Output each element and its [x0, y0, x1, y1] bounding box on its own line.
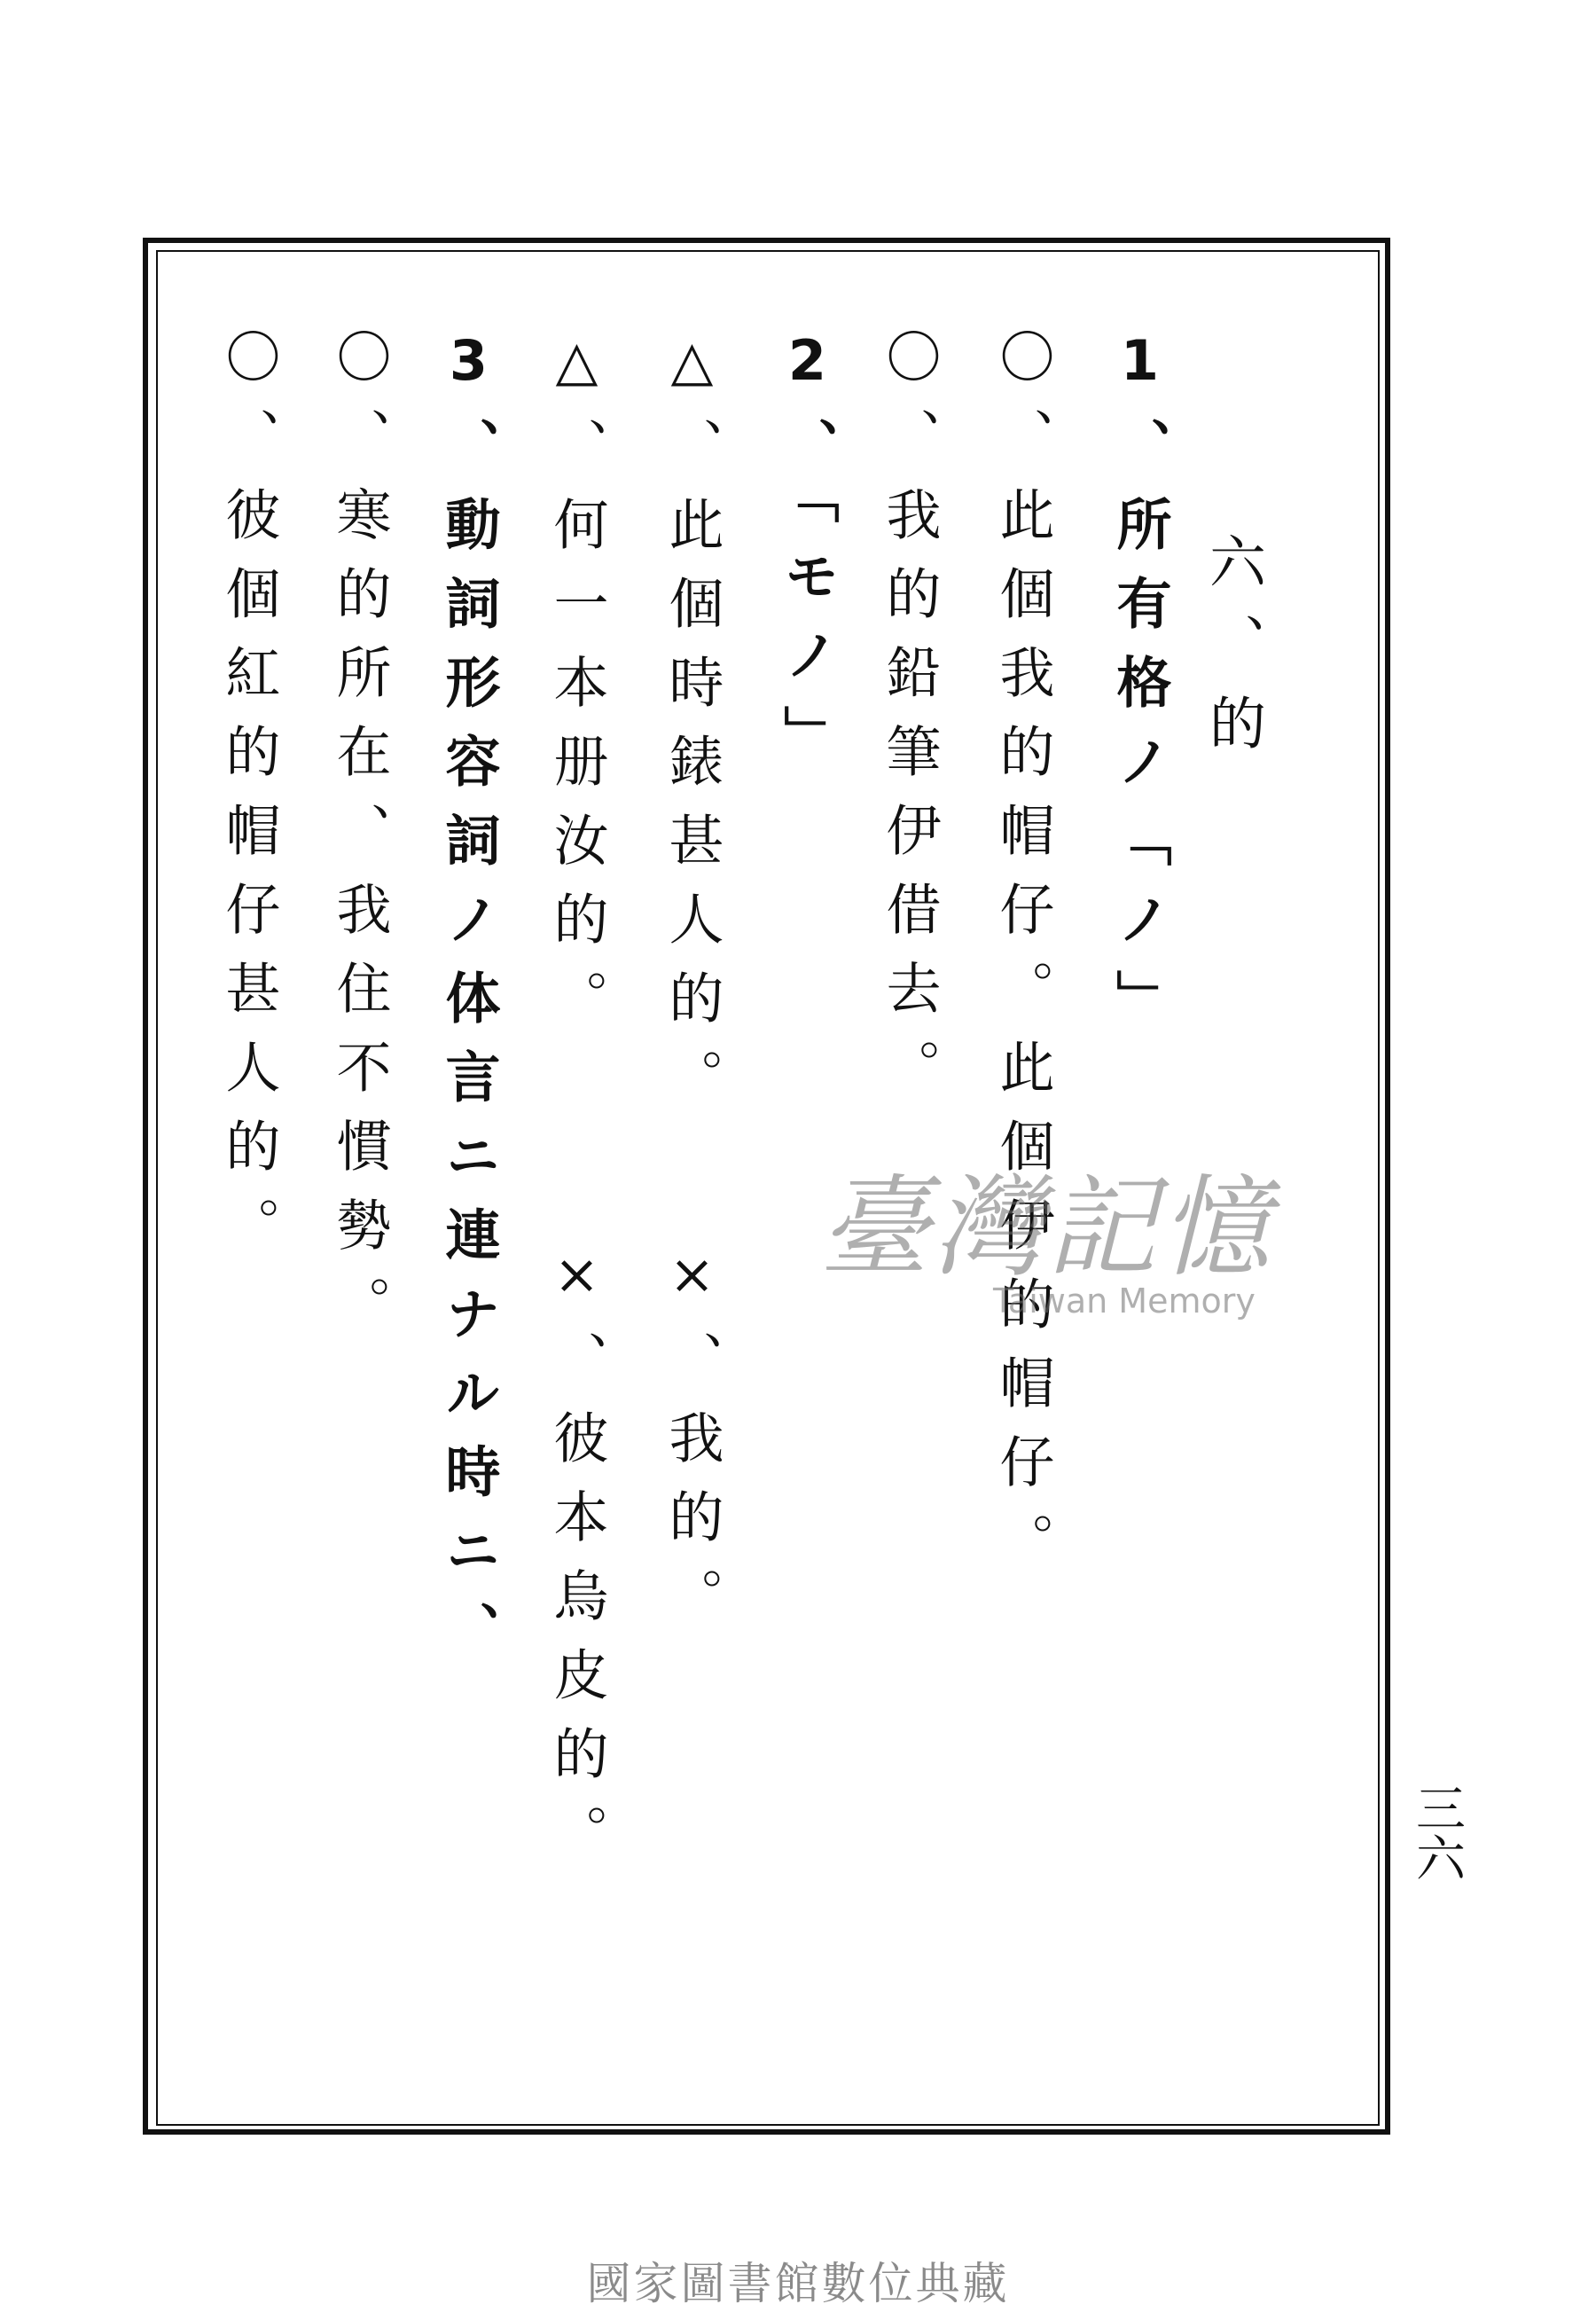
- text-column-7: 3、動詞形容詞ノ体言ニ連ナル時ニ、: [436, 328, 501, 1680]
- section-title: 六、的: [1200, 532, 1265, 774]
- text-column-5: △、此個時錶甚人的。: [660, 328, 724, 1127]
- footer-credit: 國家圖書館數位典藏: [586, 2258, 1010, 2309]
- text-column-2: 〇、此個我的帽仔。此個伊的帽仔。: [990, 328, 1055, 1591]
- text-column-8: 〇、寒的所在、我住不慣勢。: [327, 328, 392, 1354]
- page-number: 三六: [1408, 1783, 1466, 1882]
- text-column-4: 2、「モノ」: [775, 328, 840, 784]
- text-column-6: △、何一本册汝的。: [544, 328, 609, 1048]
- watermark-subtitle: Taiwan Memory: [993, 1281, 1256, 1321]
- text-column-3: 〇、我的鉛筆伊借去。: [877, 328, 942, 1117]
- text-column-1: 1、所有格ノ「ノ」: [1107, 328, 1172, 1048]
- watermark-logo-text: 臺灣記憶: [818, 1164, 1273, 1292]
- text-column-6-lower: ×、彼本烏皮的。: [544, 1242, 609, 1883]
- text-column-5-lower: ×、我的。: [660, 1242, 724, 1646]
- text-column-9: 〇、彼個紅的帽仔甚人的。: [216, 328, 281, 1275]
